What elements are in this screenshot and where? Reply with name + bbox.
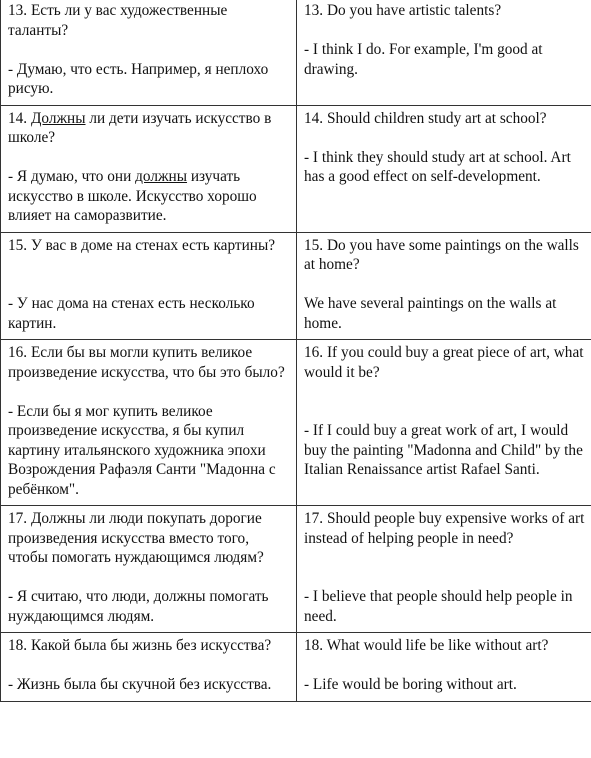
question-text: 17. Should people buy expensive works of art instead of helping people in need? xyxy=(304,510,585,547)
answer-text: - If I could buy a great work of art, I would buy the painting "Madonna and Child" by the Italian Renaissance artist Rafael Santi. xyxy=(304,422,583,478)
table-row xyxy=(1,105,591,232)
question-text: 13. Do you have artistic talents? xyxy=(304,2,502,19)
answer-text: - Я считаю, что люди, должны помогать нуждающимся людям. xyxy=(8,588,269,625)
table-row xyxy=(1,0,591,105)
answer-text: - I think I do. For example, I'm good at drawing. xyxy=(304,41,543,78)
russian-cell xyxy=(1,340,297,506)
answer-text: - I believe that people should help people in need. xyxy=(304,588,573,625)
table-row xyxy=(1,340,591,506)
russian-cell xyxy=(1,0,297,105)
answer-text: - Если бы я мог купить великое произведение искусства, я бы купил картину итальянского художника эпохи Возрождения Рафаэля Санти "Мадонна с ребёнком". xyxy=(8,402,276,498)
russian-cell xyxy=(1,633,297,702)
russian-cell xyxy=(1,232,297,340)
english-cell xyxy=(297,105,591,232)
russian-cell xyxy=(1,506,297,633)
answer-text: We have several paintings on the walls at home. xyxy=(304,295,557,332)
table-row xyxy=(1,232,591,340)
question-text: 15. У вас в доме на стенах есть картины? xyxy=(8,236,276,254)
question-text: 15. Do you have some paintings on the walls at home? xyxy=(304,236,579,273)
underlined-word: должны xyxy=(135,168,188,185)
question-text: 16. Если бы вы могли купить великое произведение искусства, что бы это было? xyxy=(8,344,285,381)
answer-text: - Жизнь была бы скучной без искусства. xyxy=(8,676,272,693)
answer-text: - Life would be boring without art. xyxy=(304,676,517,693)
underlined-word: Должны xyxy=(30,109,86,127)
table-row xyxy=(1,506,591,633)
question-text: 13. Есть ли у вас художественные таланты? xyxy=(8,2,228,39)
question-text: 16. If you could buy a great piece of art, what would it be? xyxy=(304,344,584,381)
question-text: 14. Should children study art at school? xyxy=(304,109,547,127)
question-text: 17. Должны ли люди покупать дорогие произведения искусства вместо того, чтобы помогать нуждающимся людям? xyxy=(8,510,264,566)
answer-text: - Думаю, что есть. Например, я неплохо рисую. xyxy=(8,60,269,97)
english-cell xyxy=(297,633,591,702)
answer-text: - У нас дома на стенах есть несколько картин. xyxy=(8,295,255,332)
table-row xyxy=(1,633,591,702)
russian-cell xyxy=(1,105,297,232)
answer-text: - Я думаю, что они должны изучать искусство в школе. Искусство хорошо влияет на саморазвитие. xyxy=(8,168,257,224)
english-cell xyxy=(297,232,591,340)
answer-text: - I think they should study art at school. Art has a good effect on self-development. xyxy=(304,148,571,185)
question-text: 18. What would life be like without art? xyxy=(304,637,549,654)
english-cell xyxy=(297,506,591,633)
question-text: 14. Должны ли дети изучать искусство в школе? xyxy=(8,109,272,146)
question-text: 18. Какой была бы жизнь без искусства? xyxy=(8,637,272,654)
english-cell xyxy=(297,0,591,105)
english-cell xyxy=(297,340,591,506)
